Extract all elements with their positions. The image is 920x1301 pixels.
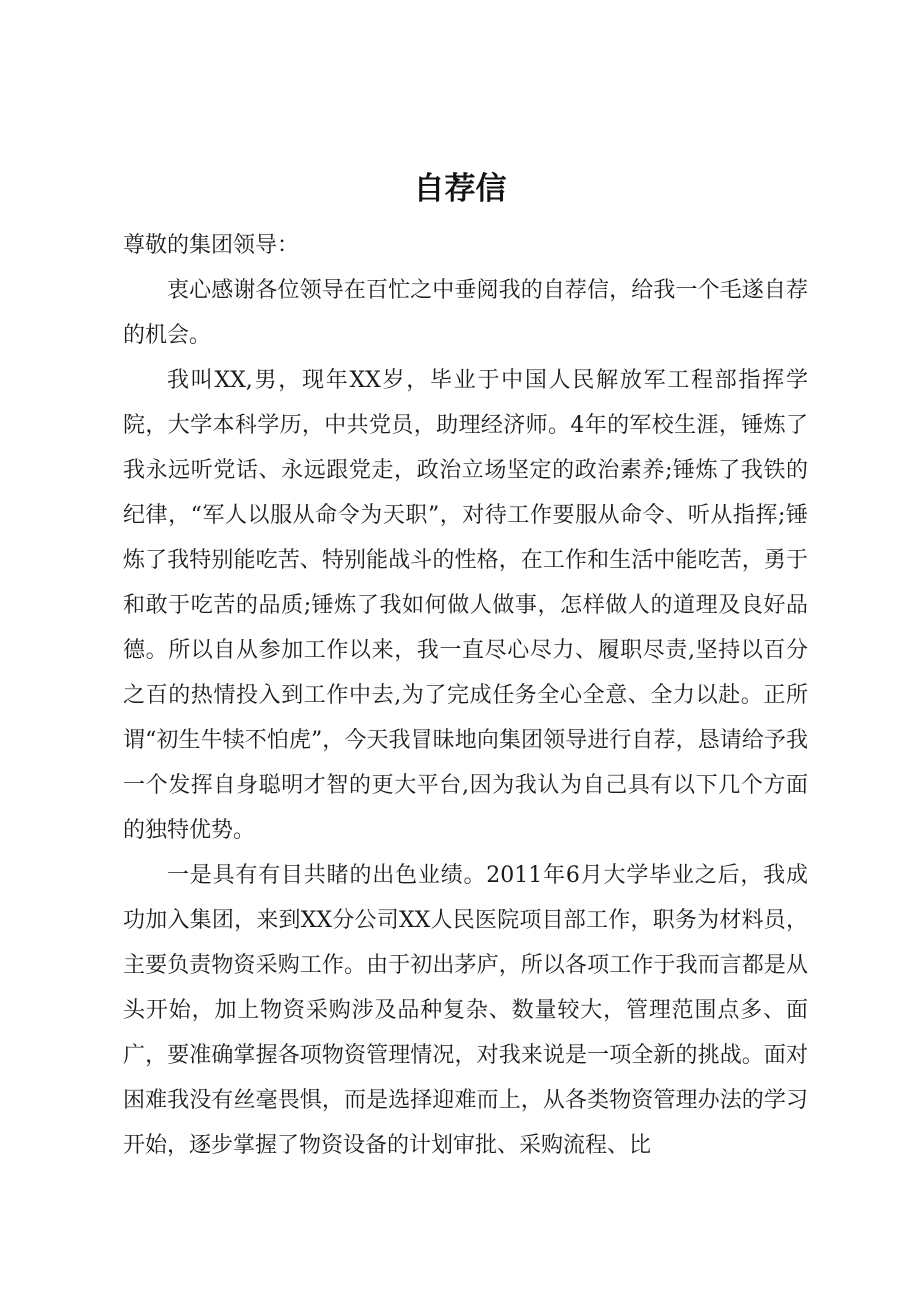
- paragraph-thanks: 衷心感谢各位领导在百忙之中垂阅我的自荐信，给我一个毛遂自荐的机会。: [123, 278, 808, 348]
- salutation: 尊敬的集团领导：: [123, 233, 300, 258]
- paragraph-introduction: 我叫XX,男，现年XX岁，毕业于中国人民解放军工程部指挥学院，大学本科学历，中共党员，助理经济师。4年的军校生涯，锤炼了我永远听党话、永远跟党走，政治立场坚定的政治素养;锤炼了我铁的纪律，“军人以服从命令为天职”，对待工作要服从命令、听从指挥;锤炼了我特别能吃苦、特别能战斗的性格，在工作和生活中能吃苦，勇于和敢于吃苦的品质;锤炼了我如何做人做事，怎样做人的道理及良好品德。所以自从参加工作以来，我一直尽心尽力、履职尽责,坚持以百分之百的热情投入到工作中去,为了完成任务全心全意、全力以赴。正所谓“初生牛犊不怕虎”，今天我冒昧地向集团领导进行自荐，恳请给予我一个发挥自身聪明才智的更大平台,因为我认为自己具有以下几个方面的独特优势。: [123, 368, 808, 843]
- letter-body: [123, 223, 808, 1168]
- paragraph-achievements: 一是具有有目共睹的出色业绩。2011年6月大学毕业之后，我成功加入集团，来到XX分公司XX人民医院项目部工作，职务为材料员，主要负责物资采购工作。由于初出茅庐，所以各项工作于我而言都是从头开始，加上物资采购涉及品种复杂、数量较大，管理范围点多、面广，要准确掌握各项物资管理情况，对我来说是一项全新的挑战。面对困难我没有丝毫畏惧，而是选择迎难而上，从各类物资管理办法的学习开始，逐步掌握了物资设备的计划审批、采购流程、比: [123, 863, 808, 1158]
- page-title: 自荐信: [413, 171, 507, 207]
